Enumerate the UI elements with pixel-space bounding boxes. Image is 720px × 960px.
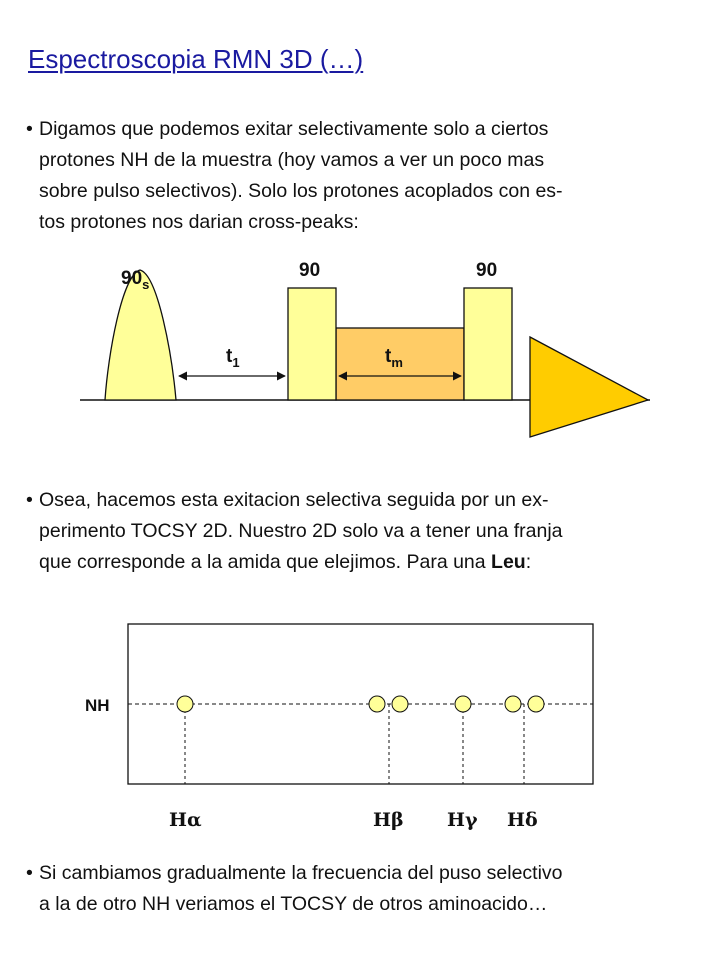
t1-label: $t_1$ bbox=[226, 346, 240, 370]
bullet-line: a la de otro NH veriamos el TOCSY de otros aminoacido… bbox=[39, 893, 548, 915]
hard-pulse-2 bbox=[464, 288, 512, 400]
peak-beta-1 bbox=[369, 696, 385, 712]
bullet-line: • Digamos que podemos exitar selectivamente solo a ciertos bbox=[26, 114, 696, 145]
tm-label: $t_m$ bbox=[385, 346, 403, 370]
bullet-dot: • bbox=[26, 862, 33, 884]
peak-beta-2 bbox=[392, 696, 408, 712]
bullet-line: tos protones nos darian cross-peaks: bbox=[39, 211, 359, 233]
label-h-delta: Hδ bbox=[507, 809, 538, 831]
residue-emphasis: Leu bbox=[491, 551, 526, 573]
bullet-line: que corresponde a la amida que elejimos. Para una Leu: bbox=[39, 551, 532, 573]
label-h-alpha: Hα bbox=[169, 809, 202, 831]
label-h-gamma: Hγ bbox=[447, 809, 478, 831]
bullet-dot: • bbox=[26, 489, 33, 511]
bullet-line: protones NH de la muestra (hoy vamos a ver un poco mas bbox=[39, 149, 545, 171]
bullet-line: • Osea, hacemos esta exitacion selectiva seguida por un ex- bbox=[26, 485, 696, 516]
label-h-beta: Hβ bbox=[373, 809, 404, 831]
tocsy-strip bbox=[85, 624, 593, 831]
fid-triangle bbox=[530, 337, 648, 437]
selective-pulse bbox=[105, 270, 176, 400]
pulse-sequence bbox=[80, 260, 650, 437]
nh-label: NH bbox=[85, 696, 110, 715]
selective-pulse-label: $90_s$ bbox=[121, 268, 150, 292]
peak-alpha bbox=[177, 696, 193, 712]
bullet-dot: • bbox=[26, 118, 33, 140]
hard-pulse-1-label: 90 bbox=[299, 260, 321, 281]
page-title: Espectroscopia RMN 3D (…) bbox=[28, 44, 364, 74]
bullet-line: perimento TOCSY 2D. Nuestro 2D solo va a tener una franja bbox=[39, 520, 563, 542]
bullet-line: sobre pulso selectivos). Solo los protones acoplados con es- bbox=[39, 180, 563, 202]
peak-delta-2 bbox=[528, 696, 544, 712]
hard-pulse-1 bbox=[288, 288, 336, 400]
hard-pulse-2-label: 90 bbox=[476, 260, 498, 281]
bullet-line: • Si cambiamos gradualmente la frecuencia del puso selectivo bbox=[26, 858, 696, 889]
peak-delta-1 bbox=[505, 696, 521, 712]
peak-guides bbox=[185, 704, 524, 784]
peak-gamma bbox=[455, 696, 471, 712]
